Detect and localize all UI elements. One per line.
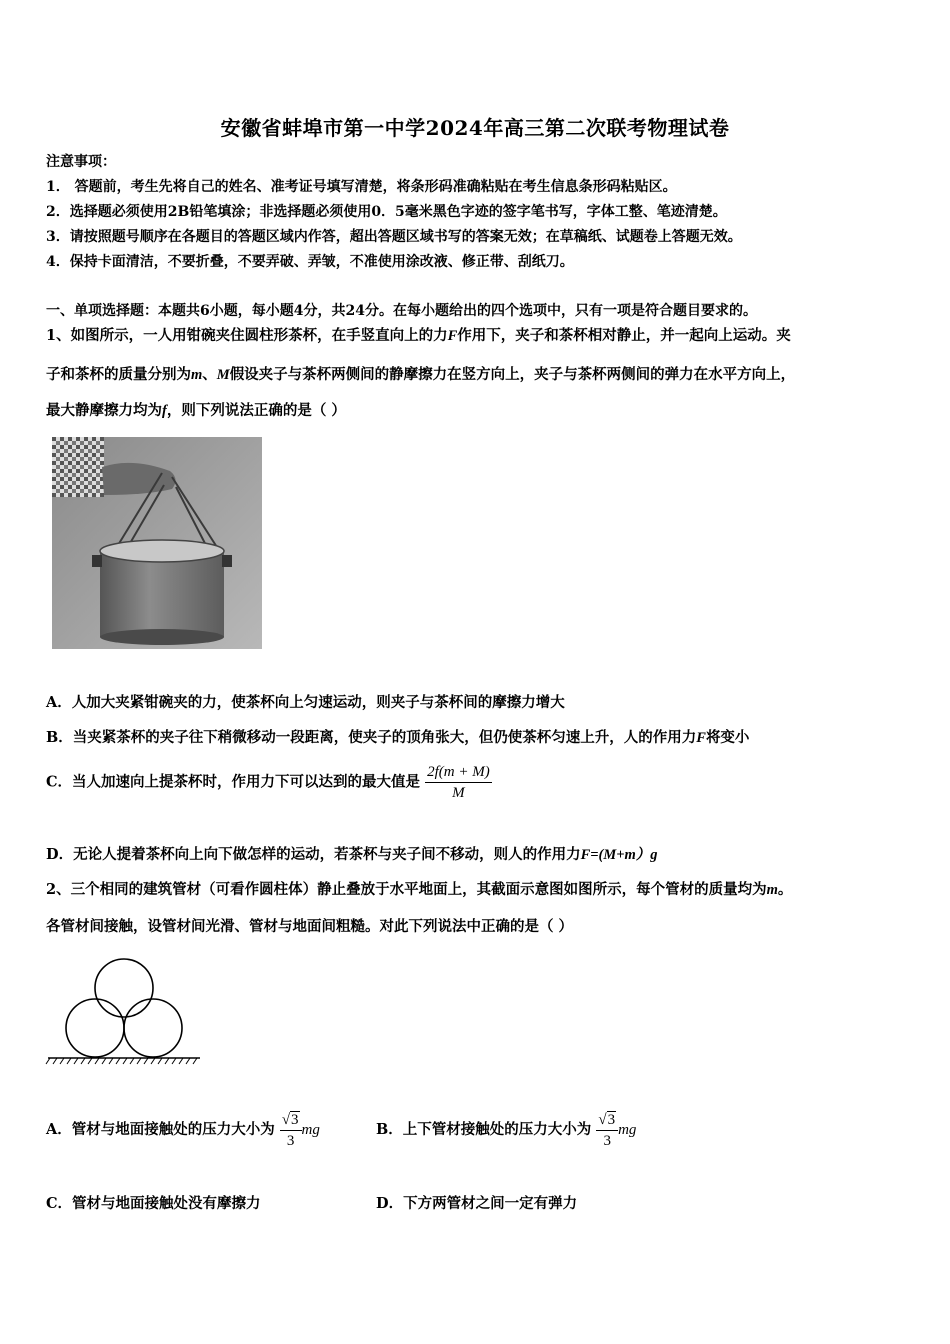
q2-stem-line1: 2、三个相同的建筑管材（可看作圆柱体）静止叠放于水平地面上，其截面示意图如图所示，每个管材的质量均为m。 (46, 881, 793, 898)
q2-option-d: D．下方两管材之间一定有弹力 (376, 1195, 578, 1212)
q2-option-b: B．上下管材接触处的压力大小为 $\frac{√3}{3}$ mg (376, 1111, 637, 1149)
teacup-clamp-photo (52, 437, 262, 649)
fraction: $\frac{2f(m + M)}{M}$ (427, 764, 490, 801)
notice-item: 2．选择题必须使用2B铅笔填涂；非选择题必须使用0．5毫米黑色字迹的签字笔书写，字体工整、笔迹清楚。 (46, 204, 727, 220)
q1-option-a: A．人加大夹紧钳碗夹的力，使茶杯向上匀速运动，则夹子与茶杯间的摩擦力增大 (46, 694, 565, 711)
q1-option-c: C．当人加速向上提茶杯时，作用力下可以达到的最大值是 $\frac{2f(m + M)}{M}$ (46, 764, 490, 801)
notice-heading: 注意事项： (46, 154, 116, 170)
q2-stem-line2: 各管材间接触，设管材间光滑、管材与地面间粗糙。对此下列说法中正确的是（ ） (46, 918, 574, 935)
notice-item: 1． 答题前，考生先将自己的姓名、准考证号填写清楚，将条形码准确粘贴在考生信息条形码粘贴区。 (46, 179, 677, 195)
fraction: $\frac{√3}{3}$ (596, 1110, 618, 1151)
q1-stem-line2: 子和茶杯的质量分别为m、M假设夹子与茶杯两侧间的静摩擦力在竖方向上，夹子与茶杯两侧间的弹力在水平方向上， (46, 366, 796, 383)
q1-option-d: D．无论人提着茶杯向上向下做怎样的运动，若茶杯与夹子间不移动，则人的作用力F=(M+m）g (46, 846, 658, 863)
q1-stem-line3: 最大静摩擦力均为f，则下列说法正确的是（ ） (46, 402, 346, 419)
notice-item: 4．保持卡面清洁，不要折叠，不要弄破、弄皱，不准使用涂改液、修正带、刮纸刀。 (46, 254, 574, 270)
section-heading: 一、单项选择题：本题共6小题，每小题4分，共24分。在每小题给出的四个选项中，只有一项是符合题目要求的。 (46, 303, 757, 319)
q2-option-a: A．管材与地面接触处的压力大小为 $\frac{√3}{3}$ mg (46, 1111, 320, 1149)
fraction: $\frac{√3}{3}$ (280, 1110, 302, 1151)
q2-option-c: C．管材与地面接触处没有摩擦力 (46, 1195, 261, 1212)
stacked-pipes-diagram (44, 948, 204, 1068)
q1-stem-line1: 1、如图所示，一人用钳碗夹住圆柱形茶杯，在手竖直向上的力F作用下，夹子和茶杯相对静止，并一起向上运动。夹 (46, 327, 791, 344)
q1-option-b: B．当夹紧茶杯的夹子往下稍微移动一段距离，使夹子的顶角张大，但仍使茶杯匀速上升，人的作用力F将变小 (46, 729, 750, 746)
page-title: 安徽省蚌埠市第一中学2024年高三第二次联考物理试卷 (220, 116, 730, 140)
notice-item: 3．请按照题号顺序在各题目的答题区域内作答，超出答题区域书写的答案无效；在草稿纸、试题卷上答题无效。 (46, 229, 742, 245)
